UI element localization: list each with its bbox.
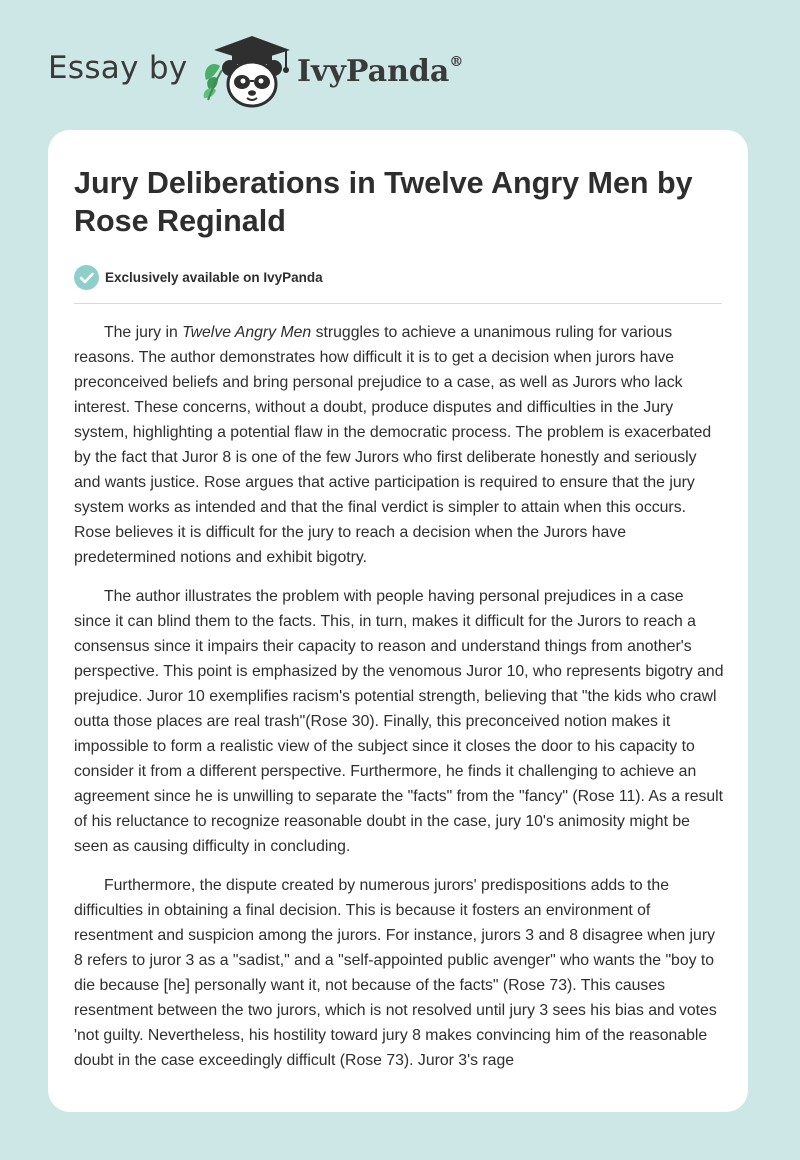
paragraph-1-rest: struggles to achieve a unanimous ruling for various reasons. The author demonstrates how difficult it is to get a decision when jurors have preconceived beliefs and bring personal prejudice to a case, as well as Jurors who lack interest. These concerns, without a doubt, produce disputes and difficulties in the Jury system, highlighting a potential flaw in the democratic process. The problem is exacerbated by the fact that Juror 8 is one of the few Jurors who first deliberate honestly and seriously and wants justice. Rose argues that active participation is required to ensure that the jury system works as intended and that the final verdict is simpler to attain when this occurs. Rose believes it is difficult for the jury to reach a decision when the Jurors have predetermined notions and exhibit bigotry. — [74, 324, 712, 566]
essay-card — [48, 130, 748, 1112]
paragraph-2: The author illustrates the problem with people having personal prejudices in a case since it can blind them to the facts. This, in turn, makes it difficult for the Jurors to reach a consensus since it impairs their capacity to reason and understand things from another's perspective. This point is emphasized by the venomous Juror 10, who represents bigotry and prejudice. Juror 10 exemplifies racism's potential strength, believing that "the kids who crawl outta those places are real trash"(Rose 30). Finally, this preconceived notion makes it impossible to form a realistic view of the subject since it closes the door to his capacity to consider it from a different perspective. Furthermore, he finds it challenging to achieve an agreement since he is unwilling to separate the "facts" from the "fancy" (Rose 11). As a result of his reluctance to recognize reasonable doubt in the case, jury 10's animosity might be seen as causing difficulty in concluding. — [74, 588, 724, 855]
exclusive-badge-label: Exclusively available on IvyPanda — [105, 269, 323, 285]
site-header — [0, 0, 800, 130]
paragraph-1 — [74, 320, 724, 570]
paragraph-3: Furthermore, the dispute created by numerous jurors' predispositions adds to the difficulties in obtaining a final decision. This is because it fosters an environment of resentment and suspicion among the jurors. For instance, jurors 3 and 8 disagree when jury 8 refers to juror 3 as a "sadist," and a "self-appointed public avenger" who wants the "boy to die because [he] personally want it, not because of the facts" (Rose 73). This causes resentment between the two jurors, which is not resolved until jury 3 sees his bias and votes 'not guilty. Nevertheless, his hostility toward jury 8 makes convincing him of the reasonable doubt in the case exceedingly difficult (Rose 73). Juror 3's rage — [74, 877, 717, 1069]
brand-name: IvyPanda — [297, 54, 450, 89]
essay-title: Jury Deliberations in Twelve Angry Men by Rose Reginald — [74, 166, 693, 238]
essay-by-label: Essay by — [48, 50, 188, 86]
registered-mark: ® — [449, 54, 464, 70]
check-circle-icon — [74, 265, 99, 290]
exclusive-badge — [74, 264, 323, 290]
book-title-italic: Twelve Angry Men — [182, 324, 312, 341]
title-divider — [74, 303, 722, 304]
brand-logo-text[interactable] — [297, 54, 463, 89]
essay-body — [74, 320, 724, 1087]
paragraph-1-lead: The jury in — [104, 324, 183, 341]
panda-graduate-icon[interactable] — [200, 34, 295, 110]
